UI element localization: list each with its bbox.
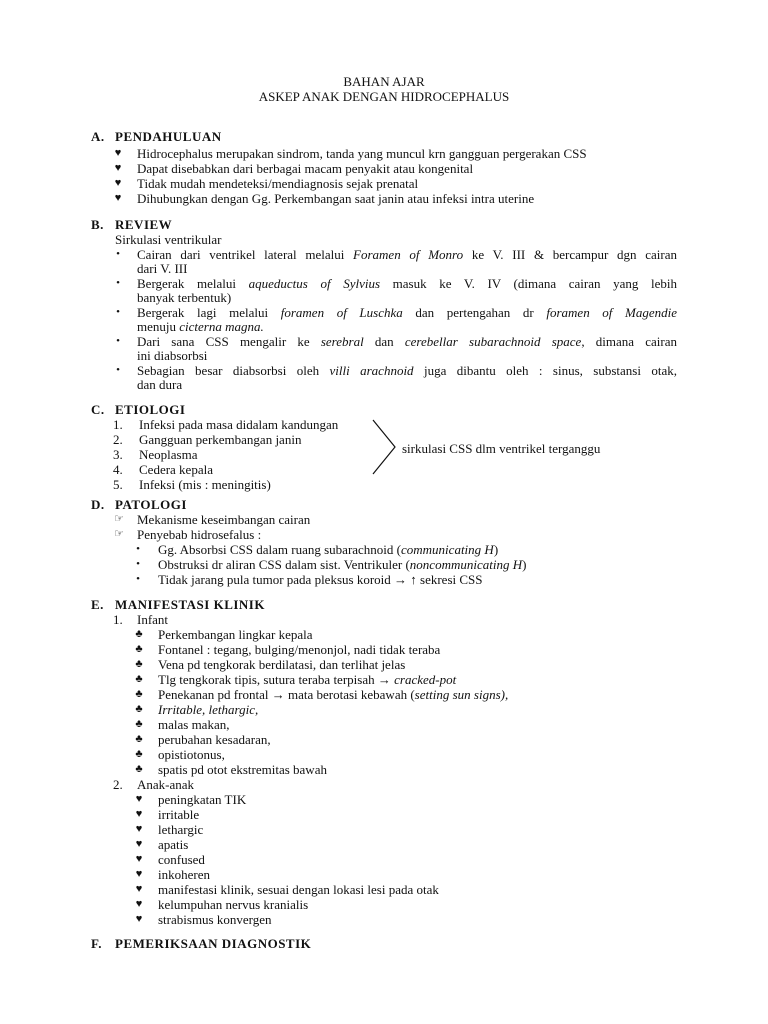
text-run: Bergerak melalui	[137, 276, 249, 291]
club-bullet-icon: ♣	[135, 748, 143, 760]
text-run: Penekanan pd frontal	[158, 687, 272, 702]
heart-bullet-icon: ♥	[135, 898, 143, 910]
list-item: apatis	[158, 837, 189, 852]
section-c-title: ETIOLOGI	[115, 402, 186, 417]
text-run-italic: foramen of Luschka	[280, 305, 403, 320]
text-run: dan	[363, 334, 405, 349]
section-e-heading	[91, 597, 265, 612]
dot-bullet-icon: •	[116, 277, 120, 289]
list-item	[158, 572, 483, 587]
text-run: Tlg tengkorak tipis, sutura teraba terpisah	[158, 672, 378, 687]
list-number: 4.	[113, 462, 123, 477]
list-item: Dapat disebabkan dari berbagai macam penyakit atau kongenital	[137, 161, 474, 176]
list-item-continuation: dan dura	[137, 377, 183, 392]
list-number: 2.	[113, 432, 123, 447]
text-run: )	[522, 557, 527, 572]
list-item: strabismus konvergen	[158, 912, 272, 927]
list-item: malas makan,	[158, 717, 230, 732]
section-b-heading	[91, 217, 172, 232]
text-run: juga dibantu oleh : sinus, substansi otak,	[413, 363, 677, 378]
text-run: mata berotasi kebawah (	[284, 687, 415, 702]
list-item: confused	[158, 852, 205, 867]
arrow-right-icon: →	[271, 687, 285, 702]
text-run: Obstruksi dr aliran CSS dalam sist. Ventrikuler (	[158, 557, 410, 572]
text-run-italic: foramen of Magendie	[546, 305, 678, 320]
list-item: Penyebab hidrosefalus :	[137, 527, 262, 542]
heart-bullet-icon: ♥	[135, 793, 143, 805]
doc-title-line-2: ASKEP ANAK DENGAN HIDROCEPHALUS	[258, 89, 510, 104]
text-run-italic: noncommunicating H	[409, 557, 523, 572]
arrow-right-icon: →	[377, 672, 391, 687]
list-number: 1.	[113, 417, 123, 432]
heart-bullet-icon: ♥	[135, 883, 143, 895]
list-item: spatis pd otot ekstremitas bawah	[158, 762, 327, 777]
text-run: )	[493, 542, 499, 557]
text-run: , dimana cairan	[581, 334, 677, 349]
list-item: manifestasi klinik, sesuai dengan lokasi lesi pada otak	[158, 882, 439, 897]
list-item: Cedera kepala	[139, 462, 213, 477]
list-item	[158, 672, 456, 687]
club-bullet-icon: ♣	[135, 763, 143, 775]
section-f-letter: F.	[91, 936, 102, 951]
list-item	[137, 305, 677, 320]
heart-bullet-icon: ♥	[114, 177, 122, 189]
list-item	[158, 702, 258, 717]
section-a-heading	[91, 129, 222, 144]
list-item-continuation	[137, 319, 264, 334]
list-item: Infeksi (mis : meningitis)	[139, 477, 271, 492]
list-item-continuation: ini diabsorbsi	[137, 348, 208, 363]
club-bullet-icon: ♣	[135, 718, 143, 730]
section-d-letter: D.	[91, 497, 105, 512]
list-item: Hidrocephalus merupakan sindrom, tanda yang muncul krn gangguan pergerakan CSS	[137, 146, 587, 161]
dot-bullet-icon: •	[116, 364, 120, 376]
group-label: Infant	[137, 612, 169, 627]
list-item: opistiotonus,	[158, 747, 225, 762]
dot-bullet-icon: •	[116, 248, 120, 260]
dot-bullet-icon: •	[116, 306, 120, 318]
bracket-arrow-icon	[368, 418, 400, 476]
section-e-title: MANIFESTASI KLINIK	[115, 597, 265, 612]
heart-bullet-icon: ♥	[114, 147, 122, 159]
list-item: Vena pd tengkorak berdilatasi, dan terlihat jelas	[158, 657, 406, 672]
list-item	[137, 276, 677, 291]
list-item: Tidak mudah mendeteksi/mendiagnosis sejak prenatal	[137, 176, 419, 191]
pointing-hand-icon: ☞	[114, 513, 124, 525]
pointing-hand-icon: ☞	[114, 528, 124, 540]
list-number: 5.	[113, 477, 123, 492]
section-b-letter: B.	[91, 217, 104, 232]
list-number: 2.	[113, 777, 123, 792]
text-run-italic: cicterna magna.	[179, 319, 264, 334]
club-bullet-icon: ♣	[135, 628, 143, 640]
group-label: Anak-anak	[137, 777, 195, 792]
text-run-italic: aqueductus of Sylvius	[248, 276, 381, 291]
list-item	[158, 557, 526, 572]
heart-bullet-icon: ♥	[135, 838, 143, 850]
heart-bullet-icon: ♥	[135, 868, 143, 880]
text-run: Gg. Absorbsi CSS dalam ruang subarachnoid (	[158, 542, 402, 557]
text-run-italic: Foramen of Monro	[353, 247, 464, 262]
list-item-continuation: banyak terbentuk)	[137, 290, 232, 305]
heart-bullet-icon: ♥	[135, 853, 143, 865]
heart-bullet-icon: ♥	[135, 823, 143, 835]
text-run: masuk ke V. IV (dimana cairan yang lebih	[380, 276, 677, 291]
text-run-italic: Irritable, lethargic,	[158, 702, 259, 717]
text-run: menuju	[137, 319, 180, 334]
list-item: lethargic	[158, 822, 204, 837]
section-c-heading	[91, 402, 185, 417]
list-number: 3.	[113, 447, 123, 462]
club-bullet-icon: ♣	[135, 643, 143, 655]
club-bullet-icon: ♣	[135, 688, 143, 700]
section-b-title: REVIEW	[115, 217, 173, 232]
text-run: Sebagian besar diabsorbsi oleh	[137, 363, 330, 378]
section-e-letter: E.	[91, 597, 104, 612]
text-run-italic: cracked-pot	[394, 672, 457, 687]
text-run-italic: cerebellar subarachnoid space	[404, 334, 582, 349]
list-item: Perkembangan lingkar kepala	[158, 627, 313, 642]
list-item: peningkatan TIK	[158, 792, 247, 807]
list-item: kelumpuhan nervus kranialis	[158, 897, 309, 912]
list-item: perubahan kesadaran,	[158, 732, 271, 747]
list-item: Neoplasma	[139, 447, 198, 462]
list-item	[137, 247, 677, 262]
list-item	[158, 542, 498, 557]
heart-bullet-icon: ♥	[114, 192, 122, 204]
section-f-heading	[91, 936, 311, 951]
list-item: Dihubungkan dengan Gg. Perkembangan saat janin atau infeksi intra uterine	[137, 191, 535, 206]
heart-bullet-icon: ♥	[114, 162, 122, 174]
section-d-title: PATOLOGI	[115, 497, 187, 512]
text-run: sekresi CSS	[416, 572, 483, 587]
club-bullet-icon: ♣	[135, 673, 143, 685]
list-item: Mekanisme keseimbangan cairan	[137, 512, 311, 527]
text-run-italic: communicating H	[401, 542, 494, 557]
doc-title-line-1: BAHAN AJAR	[343, 74, 425, 89]
list-item	[137, 334, 677, 349]
club-bullet-icon: ♣	[135, 703, 143, 715]
dot-bullet-icon: •	[136, 543, 140, 555]
section-b-subheading: Sirkulasi ventrikular	[115, 232, 222, 247]
list-item: inkoheren	[158, 867, 210, 882]
list-item: irritable	[158, 807, 200, 822]
section-c-letter: C.	[91, 402, 105, 417]
text-run-italic: serebral	[320, 334, 364, 349]
list-item-continuation: dari V. III	[137, 261, 188, 276]
dot-bullet-icon: •	[116, 335, 120, 347]
club-bullet-icon: ♣	[135, 733, 143, 745]
dot-bullet-icon: •	[136, 558, 140, 570]
text-run: ke V. III & bercampur dgn cairan	[463, 247, 677, 262]
club-bullet-icon: ♣	[135, 658, 143, 670]
text-run: Tidak jarang pula tumor pada pleksus koroid	[158, 572, 395, 587]
dot-bullet-icon: •	[136, 573, 140, 585]
list-item: Gangguan perkembangan janin	[139, 432, 302, 447]
list-item	[158, 687, 508, 702]
text-run: Cairan dari ventrikel lateral melalui	[137, 247, 354, 262]
section-a-letter: A.	[91, 129, 105, 144]
text-run: Dari sana CSS mengalir ke	[137, 334, 321, 349]
list-item: Fontanel : tegang, bulging/menonjol, nadi tidak teraba	[158, 642, 441, 657]
heart-bullet-icon: ♥	[135, 808, 143, 820]
text-run: dan pertengahan dr	[402, 305, 547, 320]
list-item	[137, 363, 677, 378]
text-run-italic: setting sun signs),	[414, 687, 509, 702]
section-a-title: PENDAHULUAN	[115, 129, 222, 144]
list-number: 1.	[113, 612, 123, 627]
section-d-heading	[91, 497, 187, 512]
arrow-up-icon: → ↑	[394, 572, 417, 587]
list-item: Infeksi pada masa didalam kandungan	[139, 417, 339, 432]
etiologi-note: sirkulasi CSS dlm ventrikel terganggu	[402, 441, 601, 456]
text-run: Bergerak lagi melalui	[137, 305, 281, 320]
section-f-title: PEMERIKSAAN DIAGNOSTIK	[115, 936, 312, 951]
text-run-italic: villi arachnoid	[329, 363, 414, 378]
heart-bullet-icon: ♥	[135, 913, 143, 925]
